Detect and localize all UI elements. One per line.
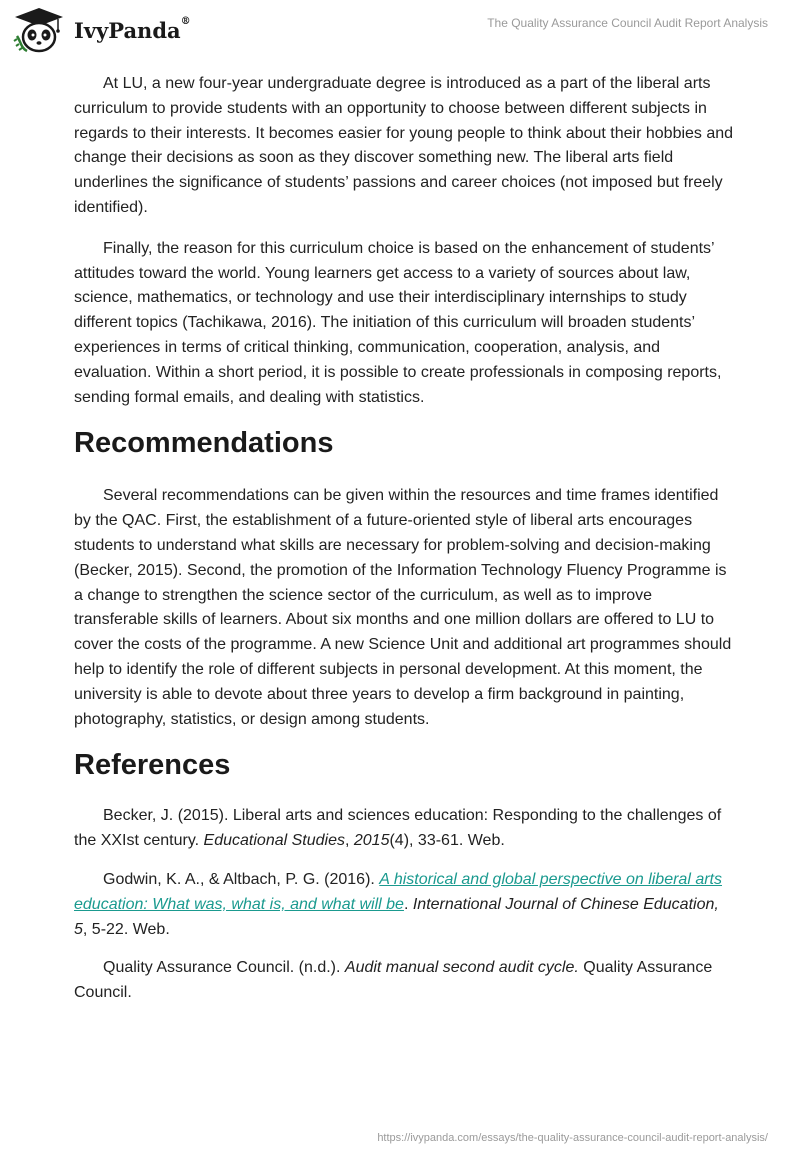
registered-mark: ®	[180, 16, 191, 27]
source-url[interactable]: https://ivypanda.com/essays/the-quality-assurance-council-audit-report-analysis/	[377, 1132, 768, 1144]
ivypanda-logo-icon[interactable]	[13, 6, 65, 54]
reference-authors: Godwin, K. A., & Altbach, P. G. (2016).	[103, 870, 380, 888]
recommendations-heading: Recommendations	[74, 427, 334, 460]
references-list	[74, 804, 734, 1006]
brand-text: IvyPanda	[74, 18, 181, 43]
body-paragraph: Finally, the reason for this curriculum choice is based on the enhancement of students’ attitudes toward the world. Young learners get access to a variety of sources about law, science, mathematics, or technology and use their interdisciplinary internships to study different topics (Tachikawa, 2016). The initiation of this curriculum will broaden students’ experiences in terms of critical thinking, communication, cooperation, analysis, and evaluation. Within a short period, it is possible to create professionals in composing reports, sending formal emails, and dealing with statistics.	[74, 239, 722, 406]
reference-volume: 2015	[353, 832, 390, 850]
references-heading: References	[74, 749, 231, 782]
article-content	[74, 72, 734, 1020]
brand-name[interactable]	[74, 18, 191, 43]
reference-title: Audit manual second audit cycle.	[344, 959, 579, 977]
reference-details: (4), 33-61. Web.	[389, 832, 505, 850]
reference-authors: Becker, J. (2015). Liberal arts and sciences education: Responding to the challenges of the XXIst century.	[74, 807, 722, 850]
page-header	[0, 0, 800, 62]
document-title: The Quality Assurance Council Audit Report Analysis	[487, 16, 768, 30]
reference-journal: Educational Studies	[203, 832, 345, 850]
reference-item	[74, 868, 734, 942]
body-paragraph: At LU, a new four-year undergraduate degree is introduced as a part of the liberal arts curriculum to provide students with an opportunity to choose between different subjects in regards to their interests. It becomes easier for young people to think about their hobbies and change their decisions as soon as they discover something new. The liberal arts field underlines the significance of students’ passions and career choices (not imposed but freely identified).	[74, 75, 734, 216]
reference-item	[74, 956, 734, 1006]
reference-journal: International Journal of Chinese Education, 5	[74, 895, 719, 938]
reference-separator: ,	[344, 832, 354, 850]
reference-link[interactable]: A historical and global perspective on liberal arts education: What was, what is, and what will be	[74, 870, 722, 913]
reference-separator: .	[403, 895, 413, 913]
reference-details: , 5-22. Web.	[82, 920, 170, 938]
recommendations-paragraph: Several recommendations can be given within the resources and time frames identified by the QAC. First, the establishment of a future-oriented style of liberal arts encourages students to understand what skills are necessary for problem-solving and decision-making (Becker, 2015). Second, the promotion of the Information Technology Fluency Programme is a change to strengthen the science sector of the curriculum, as well as to improve transferable skills of learners. About six months and one million dollars are offered to LU to cover the costs of the programme. A new Science Unit and additional art programmes should help to identify the role of different subjects in personal development. At this moment, the university is able to devote about three years to develop a firm background in painting, photography, statistics, or design among students.	[74, 487, 732, 728]
reference-details: Quality Assurance Council.	[74, 959, 713, 1002]
reference-item	[74, 804, 734, 854]
reference-authors: Quality Assurance Council. (n.d.).	[103, 959, 345, 977]
